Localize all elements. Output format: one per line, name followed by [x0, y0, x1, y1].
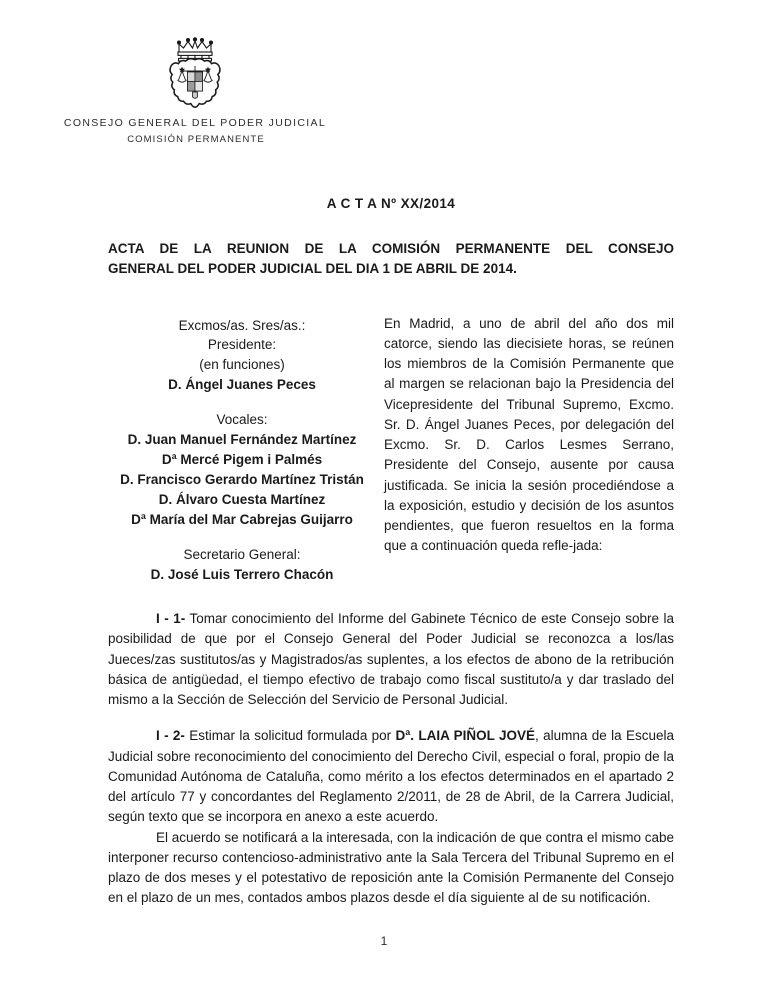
president-note: (en funciones) — [199, 357, 285, 373]
item-text-after-name: , alumna de la Escuela Judicial sobre reconocimiento del conocimiento del Derecho Civil, especial o foral, propio de la Comunidad Autónoma de Cataluña, como mérito a los efectos determinados en el apartado 2 del artículo 77 y concordantes del Reglamento 2/2011, de 28 de Abril, de la Carrera Judicial, según texto que se incorpora en anexo a este acuerdo. — [108, 728, 674, 825]
item-text-before-name: Estimar la solicitud formulada por — [184, 728, 396, 744]
item-marker: I - 1- — [156, 611, 186, 627]
attendance-list — [108, 314, 376, 586]
page-number: 1 — [380, 934, 388, 948]
document-title-line-1: ACTA DE LA REUNION DE LA COMISIÓN PERMANENTE DEL CONSEJO — [108, 241, 674, 256]
document-title-line-2: GENERAL DEL PODER JUDICIAL DEL DIA 1 DE ABRIL DE 2014. — [108, 261, 517, 277]
attendance-heading: Excmos/as. Sres/as.: — [178, 317, 306, 333]
letterhead — [0, 30, 390, 147]
vocal-name: D. Francisco Gerardo Martínez Tristán — [120, 472, 364, 488]
vocal-name: D. Juan Manuel Fernández Martínez — [127, 432, 357, 448]
item-text: Tomar conocimiento del Informe del Gabinete Técnico de este Consejo sobre la posibilidad de que por el Consejo General del Poder Judicial se reconozca a los/las Jueces/zas sustitutos/as y Magistrados/as suplentes, a los efectos de abono de la retribución básica de antigüedad, el tiempo efectivo de trabajo como fiscal sustituto/a y dar traslado del mismo a la Sección de Selección del Servicio de Personal Judicial. — [108, 611, 674, 708]
list-spacer — [108, 395, 376, 410]
vocal-name: D. Álvaro Cuesta Martínez — [158, 492, 326, 508]
item-marker: I - 2- — [156, 728, 185, 744]
applicant-name: Dª. LAIA PIÑOL JOVÉ — [395, 728, 536, 744]
resolution-item-1 — [108, 609, 674, 710]
organization-body: COMISIÓN PERMANENTE — [127, 133, 265, 145]
document-title — [108, 239, 674, 280]
secretary-name: D. José Luis Terrero Chacón — [150, 567, 334, 583]
resolution-item-2 — [108, 726, 674, 827]
secretary-label: Secretario General: — [183, 547, 301, 563]
coat-of-arms-icon — [158, 30, 232, 110]
list-spacer — [108, 530, 376, 545]
president-label: Presidente: — [207, 337, 277, 353]
preamble-paragraph: En Madrid, a uno de abril del año dos mil catorce, siendo las diecisiete horas, se reúnen los miembros de la Comisión Permanente que al margen se relacionan bajo la Presidencia del Vicepresidente del Tribunal Supremo, Excmo. Sr. D. Ángel Juanes Peces, por delegación del Excmo. Sr. D. Carlos Lesmes Serrano, Presidente del Consejo, ausente por causa justificada. Se inicia la sesión procediéndose a la exposición, estudio y decisión de los asuntos pendientes, que fueron resueltos en la forma que a continuación queda refle-jada: — [384, 315, 674, 554]
resolution-item-2-continuation: El acuerdo se notificará a la interesada, con la indicación de que contra el mismo cabe interponer recurso contencioso-administrativo ante la Sala Tercera del Tribunal Supremo en el plazo de dos meses y el potestativo de reposición ante la Comisión Permanente del Consejo en el plazo de un mes, contados ambos plazos desde el día siguiente al de su notificación. — [108, 829, 674, 906]
vocal-name: Dª Mercé Pigem i Palmés — [161, 452, 323, 468]
document-content — [108, 196, 674, 925]
president-name: D. Ángel Juanes Peces — [168, 377, 316, 393]
vocales-label: Vocales: — [216, 412, 268, 428]
attendance-and-preamble — [108, 314, 674, 586]
acta-number: A C T A Nº XX/2014 — [326, 196, 456, 211]
organization-name: CONSEJO GENERAL DEL PODER JUDICIAL — [63, 117, 327, 129]
vocal-name: Dª María del Mar Cabrejas Guijarro — [131, 512, 353, 528]
